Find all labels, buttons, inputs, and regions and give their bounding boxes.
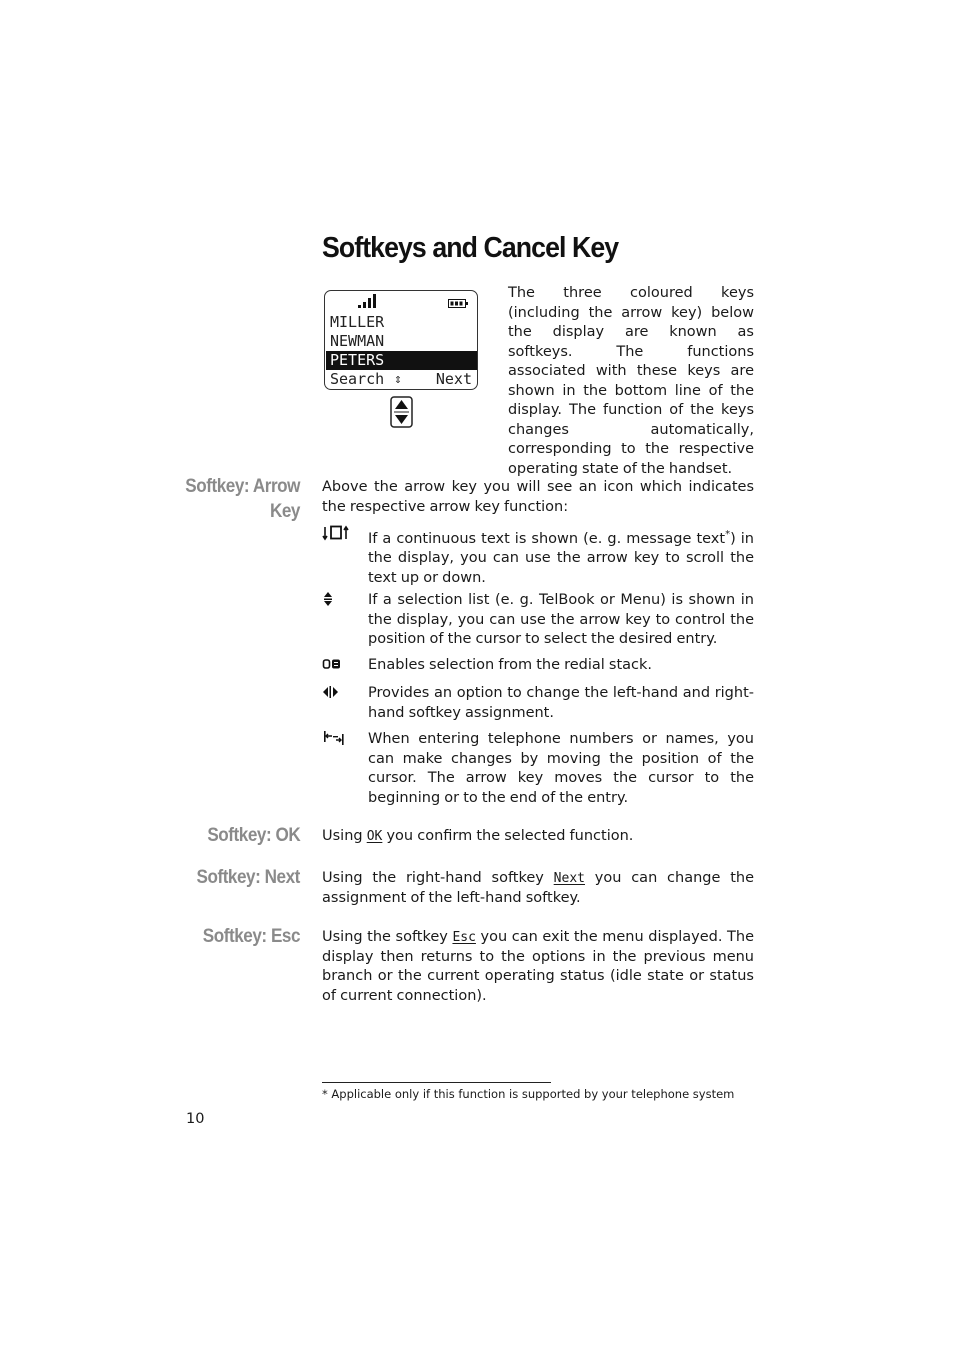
phone-display	[324, 290, 478, 390]
ok-softkey-label: OK	[366, 829, 383, 844]
battery-icon	[448, 299, 468, 308]
left-right-icon	[322, 684, 362, 706]
list-item	[322, 730, 754, 808]
signal-strength-icon	[357, 293, 381, 309]
arrow-key-icon	[390, 396, 413, 428]
next-paragraph	[322, 869, 754, 908]
esc-softkey-label: Esc	[452, 930, 476, 945]
softkey-bar	[328, 370, 474, 389]
list-item-text: If a continuous text is shown (e. g. message text	[368, 530, 726, 547]
paragraph-text: you confirm the selected function.	[382, 828, 634, 844]
list-item	[322, 525, 754, 588]
page-title: Softkeys and Cancel Key	[322, 232, 619, 264]
intro-paragraph: The three coloured keys (including the arrow key) below the display are known as softkeys. The functions associated with these keys are shown in the bottom line of the display. The function of the keys changes automatically, corresponding to the respective operating state of the handset.	[508, 285, 754, 477]
esc-heading: Softkey: Esc	[202, 926, 300, 947]
next-heading: Softkey: Next	[196, 867, 300, 888]
list-item-text: ) in the display, you can use the arrow key to scroll the text up or down.	[368, 530, 754, 586]
paragraph-text: Using	[322, 828, 367, 844]
display-line-selected: PETERS	[326, 351, 477, 370]
next-softkey-label: Next	[553, 871, 585, 886]
list-item-text: When entering telephone numbers or names, you can make changes by moving the position of the cursor. The arrow key moves the cursor to the beginning or to the end of the entry.	[368, 731, 754, 806]
ok-paragraph	[322, 827, 754, 847]
list-item	[322, 591, 754, 650]
footnote-marker: *	[725, 529, 731, 540]
paragraph-text: Using the right-hand softkey	[322, 870, 554, 886]
list-item-text: If a selection list (e. g. TelBook or Menu) is shown in the display, you can use the arrow key to control the position of the cursor to select the desired entry.	[368, 592, 754, 647]
cursor-move-icon	[322, 730, 362, 752]
list-item	[322, 656, 754, 676]
arrow-key-heading: Softkey: Arrow Key	[185, 476, 300, 522]
softkey-middle-label: ⇕	[394, 372, 402, 387]
esc-paragraph	[322, 928, 754, 1006]
redial-icon	[322, 656, 362, 678]
softkey-right-label: Next	[435, 370, 472, 388]
page-number: 10	[186, 1111, 205, 1127]
ok-heading: Softkey: OK	[207, 825, 300, 846]
display-line: MILLER	[330, 313, 385, 331]
softkey-left-label: Search	[330, 370, 385, 388]
list-item-text: Enables selection from the redial stack.	[368, 657, 653, 673]
arrow-key-intro: Above the arrow key you will see an icon which indicates the respective arrow key function:	[322, 479, 754, 515]
list-item-text: Provides an option to change the left-hand and right-hand softkey assignment.	[368, 685, 754, 721]
paragraph-text: Using the softkey	[322, 929, 453, 945]
up-down-icon	[322, 591, 362, 613]
scroll-text-icon	[322, 525, 362, 547]
paragraph-text: you can change the assignment of the left-hand softkey.	[322, 870, 754, 906]
paragraph-text: you can exit the menu displayed. The display then returns to the options in the previous menu branch or the current operating status (idle state or status of current connection).	[322, 929, 754, 1004]
footnote-divider	[322, 1082, 551, 1083]
footnote: * Applicable only if this function is supported by your telephone system	[322, 1087, 735, 1101]
display-line: NEWMAN	[330, 332, 385, 350]
list-item	[322, 684, 754, 723]
